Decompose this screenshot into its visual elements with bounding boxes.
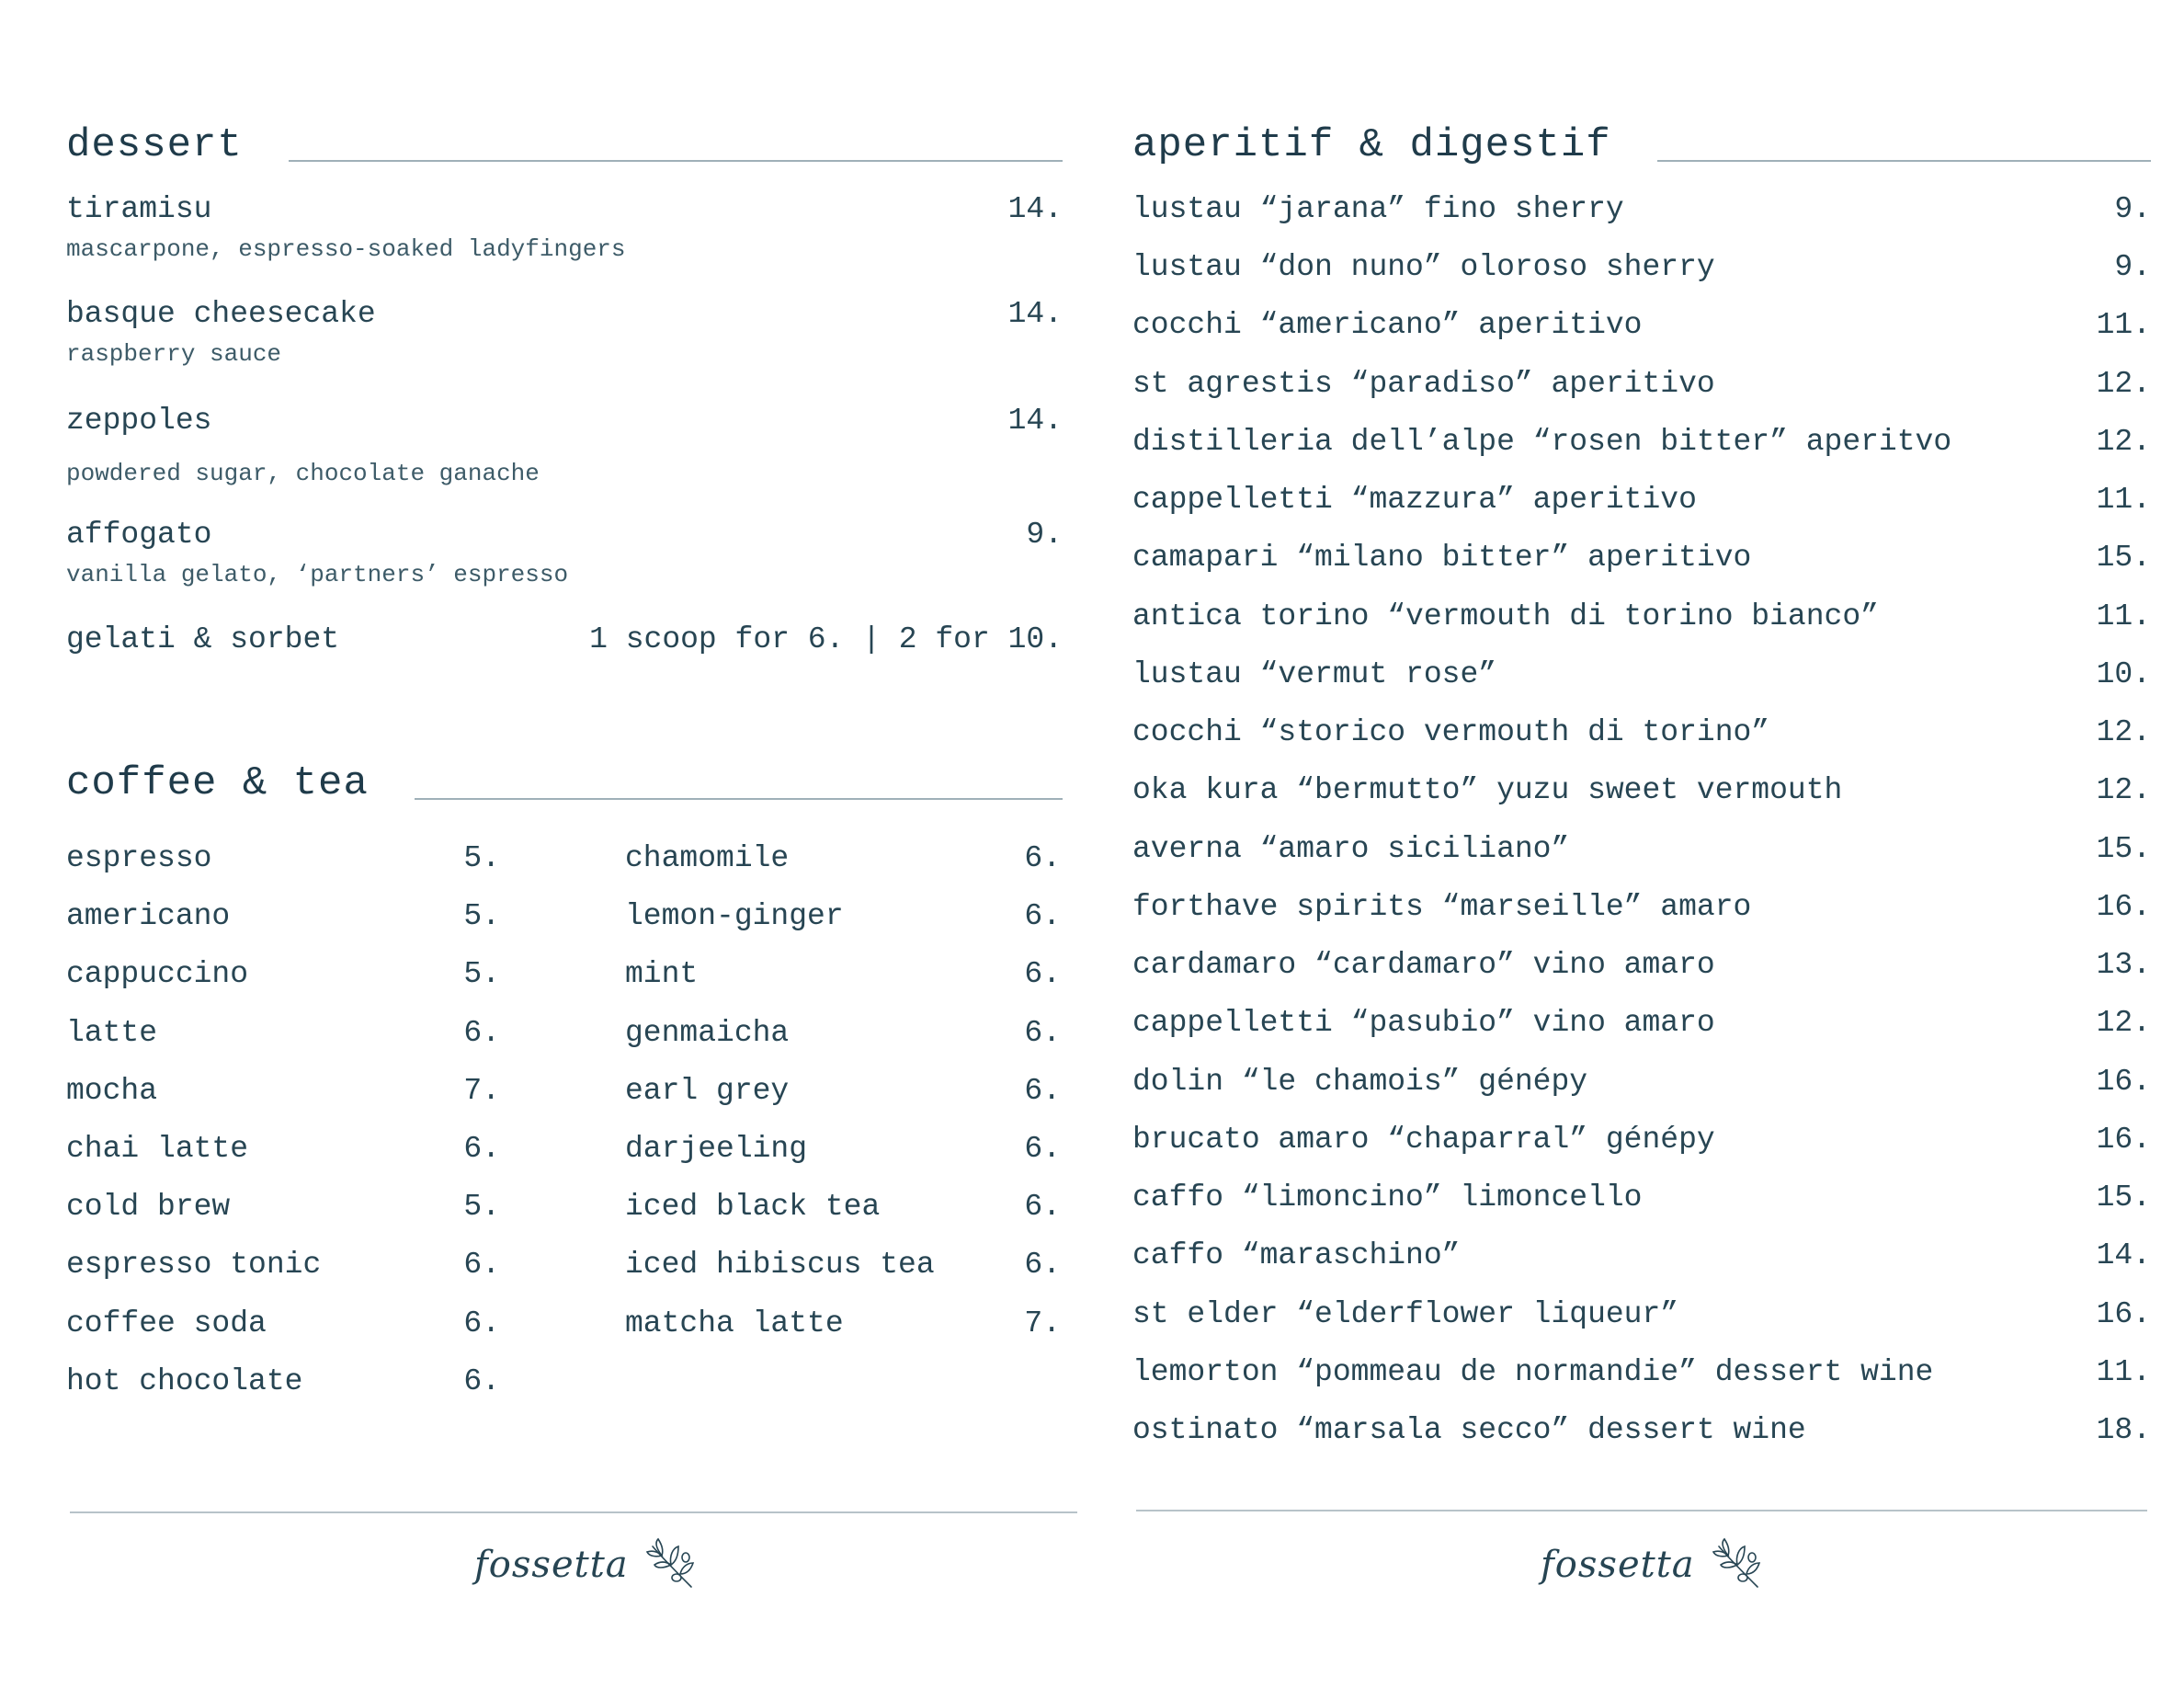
aperitif-price: 11. — [2096, 599, 2151, 633]
coffee-row — [66, 843, 500, 880]
aperitif-heading-row — [1132, 122, 2151, 168]
dessert-item-desc: mascarpone, espresso-soaked ladyfingers — [66, 235, 626, 263]
aperitif-name: st elder “elderflower liqueur” — [1132, 1297, 1679, 1331]
tea-row — [625, 959, 1061, 996]
aperitif-heading: aperitif & digestif — [1132, 122, 1611, 168]
tea-row — [625, 1018, 1061, 1055]
fossetta-logo — [474, 1537, 700, 1592]
aperitif-name: st agrestis “paradiso” aperitivo — [1132, 367, 1715, 401]
aperitif-name: caffo “maraschino” — [1132, 1238, 1461, 1272]
dessert-heading: dessert — [66, 122, 243, 168]
coffee-price: 6. — [463, 1364, 500, 1398]
aperitif-row — [1132, 1240, 2151, 1277]
tea-price: 6. — [1024, 1190, 1061, 1224]
aperitif-row — [1132, 1008, 2151, 1044]
aperitif-name: oka kura “bermutto” yuzu sweet vermouth — [1132, 773, 1843, 807]
aperitif-row — [1132, 1066, 2151, 1103]
dessert-item-price: 14. — [1007, 404, 1063, 438]
aperitif-row — [1132, 717, 2151, 754]
bottom-divider — [70, 1511, 1077, 1513]
tea-name: iced hibiscus tea — [625, 1248, 935, 1282]
coffee-name: americano — [66, 899, 231, 933]
aperitif-price: 16. — [2096, 890, 2151, 924]
aperitif-name: distilleria dell’alpe “rosen bitter” aperitvo — [1132, 425, 1952, 459]
tea-price: 6. — [1024, 841, 1061, 875]
tea-name: darjeeling — [625, 1132, 808, 1166]
aperitif-row — [1132, 252, 2151, 289]
tea-row — [625, 1134, 1061, 1170]
aperitif-price: 12. — [2096, 367, 2151, 401]
dessert-item-price: 14. — [1007, 297, 1063, 331]
aperitif-price: 9. — [2114, 192, 2151, 226]
aperitif-name: caffo “limoncino” limoncello — [1132, 1180, 1643, 1215]
aperitif-name: cappelletti “pasubio” vino amaro — [1132, 1006, 1715, 1040]
tea-name: mint — [625, 957, 699, 991]
dessert-item-name: tiramisu — [66, 192, 212, 226]
aperitif-name: lustau “vermut rose” — [1132, 657, 1497, 691]
aperitif-name: antica torino “vermouth di torino bianco” — [1132, 599, 1879, 633]
coffee-name: cold brew — [66, 1190, 231, 1224]
tea-price: 6. — [1024, 1016, 1061, 1050]
dessert-heading-row — [66, 122, 1063, 168]
coffee-price: 7. — [463, 1074, 500, 1108]
aperitif-name: cocchi “storico vermouth di torino” — [1132, 715, 1770, 749]
coffee-name: cappuccino — [66, 957, 249, 991]
aperitif-price: 12. — [2096, 715, 2151, 749]
aperitif-row — [1132, 1357, 2151, 1394]
coffee-row — [66, 1018, 500, 1055]
tea-price: 7. — [1024, 1306, 1061, 1340]
dessert-item — [66, 405, 1063, 485]
tea-row — [625, 1076, 1061, 1112]
gelati-name: gelati & sorbet — [66, 622, 340, 656]
coffee-name: espresso tonic — [66, 1248, 322, 1282]
aperitif-name: brucato amaro “chaparral” génépy — [1132, 1123, 1715, 1157]
coffee-name: chai latte — [66, 1132, 249, 1166]
aperitif-name: lustau “jarana” fino sherry — [1132, 192, 1624, 226]
tea-row — [625, 1192, 1061, 1228]
aperitif-row — [1132, 834, 2151, 871]
coffee-price: 6. — [463, 1016, 500, 1050]
gelati-price: 1 scoop for 6. | 2 for 10. — [589, 622, 1063, 656]
aperitif-price: 11. — [2096, 1355, 2151, 1389]
coffee-price: 6. — [463, 1132, 500, 1166]
coffee-row — [66, 1249, 500, 1286]
tea-name: chamomile — [625, 841, 790, 875]
tea-name: matcha latte — [625, 1306, 844, 1340]
dessert-item — [66, 519, 1063, 587]
coffee-row — [66, 1192, 500, 1228]
aperitif-row — [1132, 485, 2151, 521]
dessert-heading-rule — [289, 160, 1063, 162]
coffee-price: 6. — [463, 1306, 500, 1340]
olive-sprig-icon — [1712, 1537, 1767, 1592]
aperitif-row — [1132, 369, 2151, 405]
tea-name: earl grey — [625, 1074, 790, 1108]
aperitif-name: cardamaro “cardamaro” vino amaro — [1132, 948, 1715, 982]
aperitif-row — [1132, 1299, 2151, 1336]
coffee-row — [66, 1134, 500, 1170]
dessert-item-name: affogato — [66, 518, 212, 552]
dessert-item-name: zeppoles — [66, 404, 212, 438]
coffee-name: latte — [66, 1016, 158, 1050]
coffee-tea-heading-rule — [415, 798, 1063, 800]
aperitif-price: 16. — [2096, 1123, 2151, 1157]
coffee-row — [66, 1308, 500, 1345]
tea-row — [625, 901, 1061, 938]
coffee-name: hot chocolate — [66, 1364, 303, 1398]
aperitif-row — [1132, 659, 2151, 696]
coffee-price: 5. — [463, 841, 500, 875]
aperitif-heading-rule — [1657, 160, 2151, 162]
tea-name: iced black tea — [625, 1190, 881, 1224]
aperitif-row — [1132, 775, 2151, 812]
coffee-tea-heading: coffee & tea — [66, 760, 369, 806]
dessert-item — [66, 194, 1063, 261]
tea-price: 6. — [1024, 957, 1061, 991]
tea-price: 6. — [1024, 1132, 1061, 1166]
aperitif-price: 15. — [2096, 1180, 2151, 1215]
aperitif-price: 18. — [2096, 1413, 2151, 1447]
dessert-item-desc: vanilla gelato, ‘partners’ espresso — [66, 561, 569, 588]
logo-wordmark: fossetta — [1541, 1544, 1695, 1586]
bottom-divider — [1136, 1510, 2147, 1511]
aperitif-name: cappelletti “mazzura” aperitivo — [1132, 483, 1697, 517]
aperitif-row — [1132, 1124, 2151, 1161]
aperitif-price: 15. — [2096, 541, 2151, 575]
coffee-price: 5. — [463, 899, 500, 933]
aperitif-row — [1132, 310, 2151, 347]
aperitif-price: 9. — [2114, 250, 2151, 284]
coffee-row — [66, 1076, 500, 1112]
aperitif-name: lustau “don nuno” oloroso sherry — [1132, 250, 1715, 284]
aperitif-name: lemorton “pommeau de normandie” dessert wine — [1132, 1355, 1934, 1389]
aperitif-name: dolin “le chamois” génépy — [1132, 1065, 1588, 1099]
aperitif-price: 12. — [2096, 1006, 2151, 1040]
coffee-name: coffee soda — [66, 1306, 267, 1340]
aperitif-price: 13. — [2096, 948, 2151, 982]
coffee-price: 5. — [463, 1190, 500, 1224]
tea-row — [625, 1308, 1061, 1345]
dessert-item-price: 14. — [1007, 192, 1063, 226]
dessert-item-name: basque cheesecake — [66, 297, 376, 331]
aperitif-name: ostinato “marsala secco” dessert wine — [1132, 1413, 1806, 1447]
tea-name: lemon-ginger — [625, 899, 844, 933]
aperitif-row — [1132, 892, 2151, 929]
aperitif-name: cocchi “americano” aperitivo — [1132, 308, 1643, 342]
olive-sprig-icon — [645, 1537, 700, 1592]
coffee-price: 5. — [463, 957, 500, 991]
aperitif-name: forthave spirits “marseille” amaro — [1132, 890, 1752, 924]
tea-price: 6. — [1024, 899, 1061, 933]
aperitif-price: 16. — [2096, 1065, 2151, 1099]
aperitif-name: camapari “milano bitter” aperitivo — [1132, 541, 1752, 575]
aperitif-row — [1132, 601, 2151, 638]
aperitif-row — [1132, 1415, 2151, 1452]
aperitif-price: 10. — [2096, 657, 2151, 691]
tea-price: 6. — [1024, 1248, 1061, 1282]
coffee-price: 6. — [463, 1248, 500, 1282]
gelati-item — [66, 624, 1063, 655]
aperitif-row — [1132, 427, 2151, 463]
aperitif-price: 12. — [2096, 773, 2151, 807]
tea-row — [625, 1249, 1061, 1286]
dessert-item — [66, 299, 1063, 366]
aperitif-price: 15. — [2096, 832, 2151, 866]
dessert-item-price: 9. — [1026, 518, 1063, 552]
aperitif-price: 14. — [2096, 1238, 2151, 1272]
aperitif-price: 11. — [2096, 483, 2151, 517]
tea-price: 6. — [1024, 1074, 1061, 1108]
logo-wordmark: fossetta — [474, 1544, 629, 1586]
coffee-row — [66, 1366, 500, 1403]
aperitif-row — [1132, 1182, 2151, 1219]
coffee-name: espresso — [66, 841, 212, 875]
coffee-row — [66, 901, 500, 938]
aperitif-row — [1132, 950, 2151, 987]
coffee-row — [66, 959, 500, 996]
tea-name: genmaicha — [625, 1016, 790, 1050]
aperitif-row — [1132, 542, 2151, 579]
aperitif-price: 16. — [2096, 1297, 2151, 1331]
coffee-tea-heading-row — [66, 760, 1063, 806]
tea-row — [625, 843, 1061, 880]
coffee-name: mocha — [66, 1074, 158, 1108]
fossetta-logo — [1541, 1537, 1767, 1592]
aperitif-price: 12. — [2096, 425, 2151, 459]
dessert-item-desc: raspberry sauce — [66, 340, 282, 368]
dessert-item-desc: powdered sugar, chocolate ganache — [66, 460, 540, 487]
aperitif-price: 11. — [2096, 308, 2151, 342]
aperitif-name: averna “amaro siciliano” — [1132, 832, 1570, 866]
aperitif-row — [1132, 194, 2151, 231]
